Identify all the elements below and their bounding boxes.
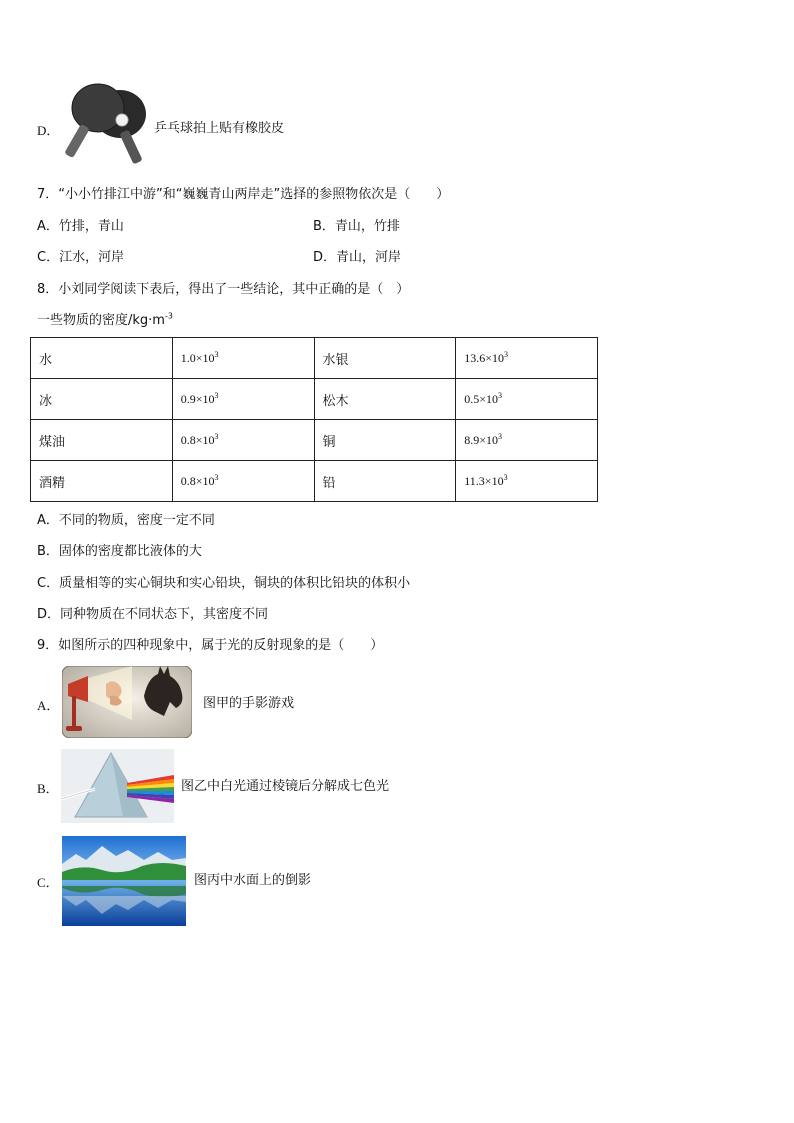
substance-cell: 铅 [314,461,456,502]
q8-option-d: D．同种物质在不同状态下，其密度不同 [37,607,269,622]
q7-stem: 7．“小小竹排江中游”和“巍巍青山两岸走”选择的参照物依次是（ ） [37,187,450,202]
prism-image [61,749,174,823]
density-cell: $13.6\times 10^3$ [456,338,598,379]
q9-option-a-letter: A． [37,698,60,713]
q6-option-d-text: 乒乓球拍上贴有橡胶皮 [154,121,285,136]
q9-stem: 9．如图所示的四种现象中，属于光的反射现象的是（ ） [37,638,384,653]
density-table [30,337,598,502]
table-caption-exponent: -3 [164,311,173,321]
ping-pong-paddles-image [60,80,152,172]
substance-cell: 煤油 [31,420,173,461]
q7-option-c: C．江水，河岸 [37,250,125,265]
q9-option-a-text: 图甲的手影游戏 [203,696,295,711]
substance-cell: 铜 [314,420,456,461]
q7-option-d: D．青山，河岸 [313,250,402,265]
q8-stem: 8．小刘同学阅读下表后，得出了一些结论，其中正确的是（ ） [37,282,410,297]
q9-option-b-letter: B． [37,781,59,796]
lake-reflection-image [62,836,186,926]
substance-cell: 酒精 [31,461,173,502]
density-cell: $8.9\times 10^3$ [456,420,598,461]
q8-option-a: A．不同的物质，密度一定不同 [37,513,215,528]
q7-option-b: B．青山，竹排 [313,219,400,234]
q9-option-c-text: 图丙中水面上的倒影 [194,873,312,888]
substance-cell: 冰 [31,379,173,420]
density-cell: $0.5\times 10^3$ [456,379,598,420]
density-cell: $0.8\times 10^3$ [172,420,314,461]
table-caption [37,312,173,330]
table-row [31,338,598,379]
density-cell: $0.8\times 10^3$ [172,461,314,502]
table-row [31,420,598,461]
table-caption-text: 一些物质的密度/kg·m [37,313,165,328]
hand-shadow-image [62,666,192,738]
table-row [31,461,598,502]
q6-option-d-letter: D． [37,123,60,138]
substance-cell: 水 [31,338,173,379]
density-cell: $0.9\times 10^3$ [172,379,314,420]
substance-cell: 水银 [314,338,456,379]
q8-option-c: C．质量相等的实心铜块和实心铅块，铜块的体积比铅块的体积小 [37,576,411,591]
substance-cell: 松木 [314,379,456,420]
q9-option-b-text: 图乙中白光通过棱镜后分解成七色光 [181,779,390,794]
q9-option-c-letter: C． [37,875,59,890]
table-row [31,379,598,420]
density-cell: $11.3\times 10^3$ [456,461,598,502]
q8-option-b: B．固体的密度都比液体的大 [37,544,202,559]
density-cell: $1.0\times 10^3$ [172,338,314,379]
q7-option-a: A．竹排，青山 [37,219,124,234]
